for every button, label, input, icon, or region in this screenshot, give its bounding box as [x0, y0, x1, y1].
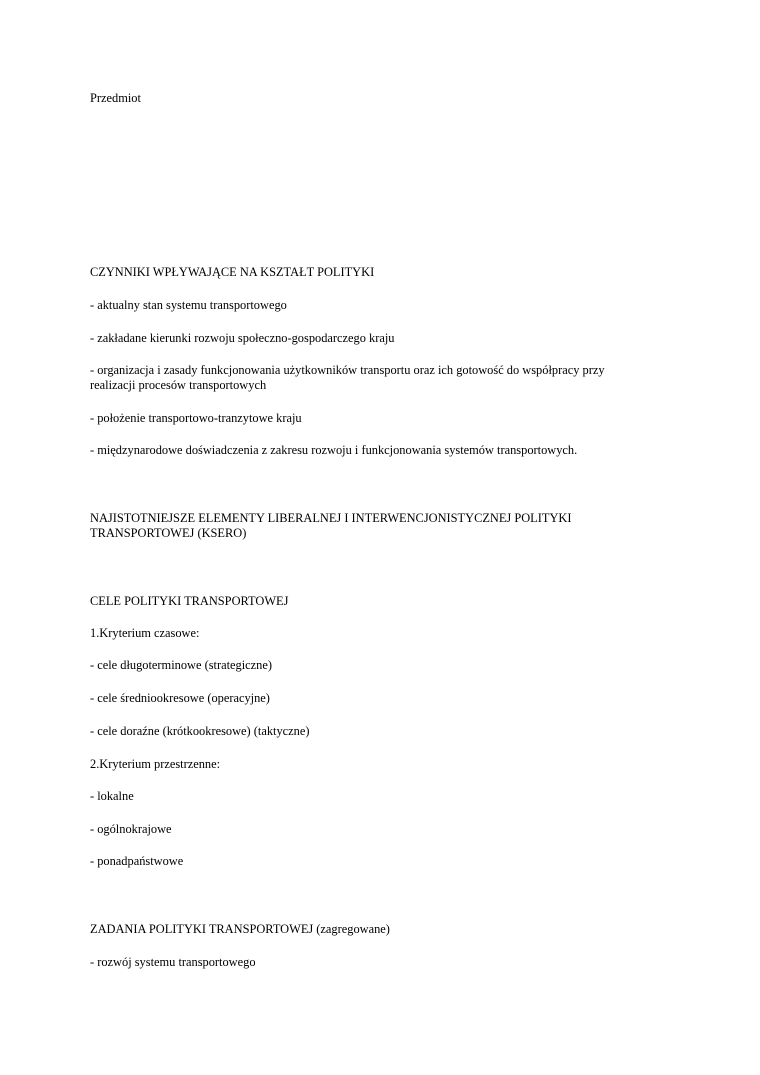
- list-item: - lokalne: [90, 789, 134, 803]
- list-item: - organizacja i zasady funkcjonowania użytkowników transportu oraz ich gotowość do współpracy przy realizacji procesów transportowych: [90, 363, 605, 392]
- subject-label: Przedmiot: [90, 91, 141, 105]
- list-item: - cele średniookresowe (operacyjne): [90, 691, 270, 705]
- section-heading-liberal-interventionist: NAJISTOTNIEJSZE ELEMENTY LIBERALNEJ I INTERWENCJONISTYCZNEJ POLITYKI TRANSPORTOWEJ (KSERO): [90, 511, 572, 540]
- criterion-space: 2.Kryterium przestrzenne:: [90, 757, 221, 771]
- list-item: - rozwój systemu transportowego: [90, 955, 256, 969]
- list-item: - cele długoterminowe (strategiczne): [90, 658, 272, 672]
- section-heading-factors: CZYNNIKI WPŁYWAJĄCE NA KSZTAŁT POLITYKI: [90, 265, 375, 279]
- list-item: - ponadpaństwowe: [90, 854, 184, 868]
- list-item: - położenie transportowo-tranzytowe kraju: [90, 411, 302, 425]
- list-item: - aktualny stan systemu transportowego: [90, 298, 287, 312]
- criterion-time: 1.Kryterium czasowe:: [90, 626, 200, 640]
- list-item: - cele doraźne (krótkookresowe) (taktyczne): [90, 724, 310, 738]
- section-heading-tasks: ZADANIA POLITYKI TRANSPORTOWEJ (zagregowane): [90, 922, 390, 936]
- list-item: - zakładane kierunki rozwoju społeczno-gospodarczego kraju: [90, 331, 395, 345]
- list-item: - ogólnokrajowe: [90, 822, 172, 836]
- list-item: - międzynarodowe doświadczenia z zakresu rozwoju i funkcjonowania systemów transportowych.: [90, 443, 578, 457]
- section-heading-goals: CELE POLITYKI TRANSPORTOWEJ: [90, 594, 289, 608]
